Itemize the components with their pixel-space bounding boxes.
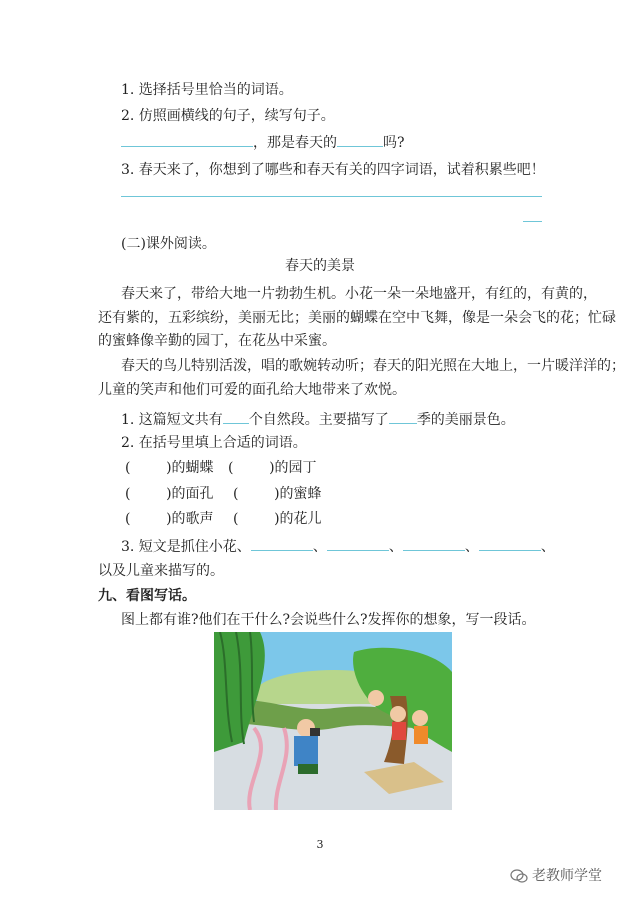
paren-blank[interactable]: ( ) bbox=[125, 486, 172, 502]
passage-line: 还有紫的，五彩缤纷，美丽无比；美丽的蝴蝶在空中飞舞，像是一朵会飞的花；忙碌 bbox=[98, 310, 616, 326]
passage-title: 春天的美景 bbox=[285, 258, 355, 274]
watermark bbox=[510, 865, 602, 885]
question-3: 3. 春天来了，你想到了哪些和春天有关的四字词语，试着积累些吧！ bbox=[121, 162, 545, 178]
fill-blank[interactable] bbox=[389, 409, 417, 424]
picture-prompt: 图上都有谁?他们在干什么?会说些什么?发挥你的想象，写一段话。 bbox=[121, 612, 536, 628]
fill-blank[interactable] bbox=[121, 132, 253, 147]
pair-row: ( )的蝴蝶 bbox=[125, 460, 214, 476]
fill-blank[interactable] bbox=[251, 536, 313, 551]
paren-blank[interactable]: ( ) bbox=[125, 460, 172, 476]
question-1: 1. 选择括号里恰当的词语。 bbox=[121, 82, 293, 98]
paren-blank[interactable]: ( ) bbox=[233, 486, 280, 502]
pair-row: ( )的歌声 bbox=[125, 511, 214, 527]
photographer-body bbox=[294, 736, 318, 766]
pair-row: ( )的园丁 bbox=[228, 460, 317, 476]
fill-blank[interactable] bbox=[479, 536, 541, 551]
paren-blank[interactable]: ( ) bbox=[228, 460, 275, 476]
child-head bbox=[412, 710, 428, 726]
question-2-fill-line bbox=[121, 132, 405, 153]
fill-text-end: 吗? bbox=[383, 135, 405, 151]
answer-line[interactable] bbox=[121, 196, 542, 197]
answer-line-end[interactable] bbox=[523, 221, 542, 222]
reading-question-3-cont: 以及儿童来描写的。 bbox=[98, 563, 224, 579]
passage-line: 春天的鸟儿特别活泼，唱的歌婉转动听；春天的阳光照在大地上，一片暖洋洋的； bbox=[121, 358, 625, 374]
child-body bbox=[414, 726, 428, 744]
reading-question-3: 3. 短文是抓住小花、 、 、 、 、 bbox=[121, 536, 555, 557]
page-number: 3 bbox=[316, 838, 324, 851]
watermark-text: 老教师学堂 bbox=[532, 868, 602, 884]
fill-blank[interactable] bbox=[223, 409, 249, 424]
child-head bbox=[368, 690, 384, 706]
fill-blank[interactable] bbox=[337, 132, 383, 147]
passage-line: 儿童的笑声和他们可爱的面孔给大地带来了欢悦。 bbox=[98, 382, 406, 398]
paren-blank[interactable]: ( ) bbox=[233, 511, 280, 527]
pair-row: ( )的面孔 bbox=[125, 486, 214, 502]
paren-blank[interactable]: ( ) bbox=[125, 511, 172, 527]
pair-row: ( )的花儿 bbox=[233, 511, 322, 527]
reading-question-2: 2. 在括号里填上合适的词语。 bbox=[121, 435, 307, 451]
reading-question-1: 1. 这篇短文共有 个自然段。主要描写了 季的美丽景色。 bbox=[121, 409, 515, 430]
question-2: 2. 仿照画横线的句子，续写句子。 bbox=[121, 108, 335, 124]
photographer-legs bbox=[298, 764, 318, 774]
pair-row: ( )的蜜蜂 bbox=[233, 486, 322, 502]
passage-line: 的蜜蜂像辛勤的园丁，在花丛中采蜜。 bbox=[98, 333, 336, 349]
child-head bbox=[390, 706, 406, 722]
fill-text: ，那是春天的 bbox=[253, 135, 337, 151]
camera-icon bbox=[310, 728, 320, 736]
wechat-icon bbox=[510, 869, 528, 883]
section-picture-writing: 九、看图写话。 bbox=[98, 588, 196, 604]
fill-blank[interactable] bbox=[403, 536, 465, 551]
fill-blank[interactable] bbox=[327, 536, 389, 551]
passage-line: 春天来了，带给大地一片勃勃生机。小花一朵一朵地盛开，有红的，有黄的， bbox=[121, 286, 597, 302]
section-reading: (二)课外阅读。 bbox=[121, 236, 216, 252]
child-body bbox=[392, 722, 406, 740]
spring-illustration bbox=[214, 632, 452, 810]
